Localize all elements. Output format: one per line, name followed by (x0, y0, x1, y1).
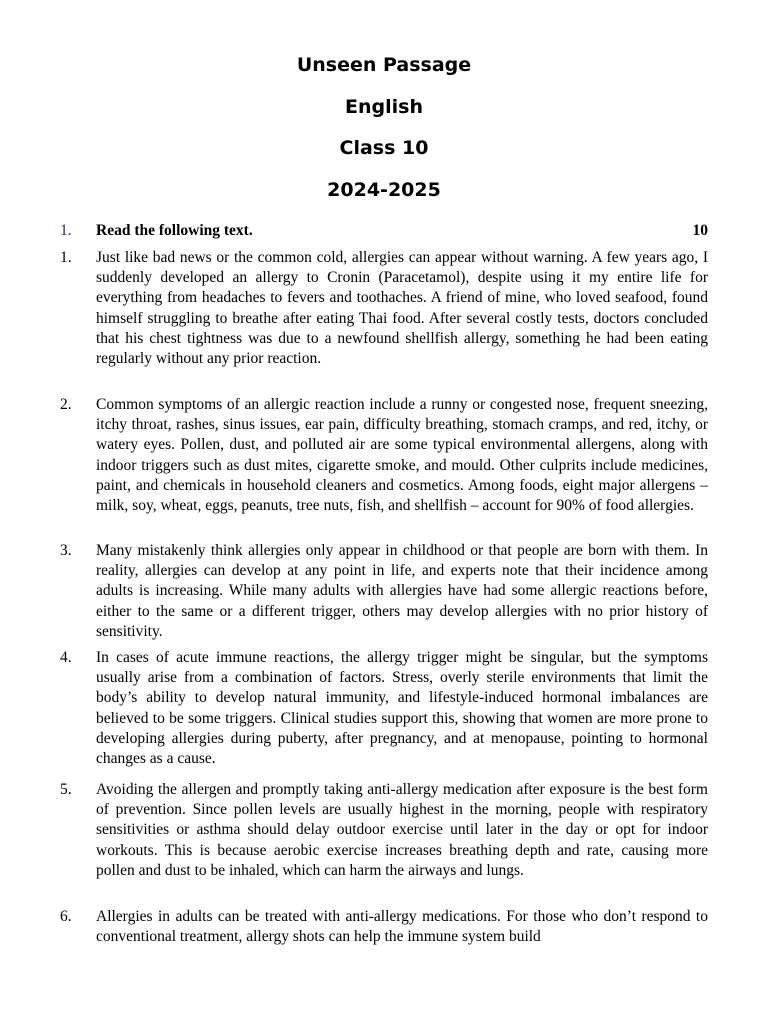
paragraph-number: 4. (60, 649, 72, 666)
paragraph-text: In cases of acute immune reactions, the allergy trigger might be singular, but the symptoms usually arise from a combination of factors. Stress, overly sterile environments that limit the body’s ability to develop natural immunity, and lifestyle-induced hormonal imbalances are believed to be some triggers. Clinical studies support this, showing that women are more prone to developing allergies during puberty, after pregnancy, and at menopause, pointing to hormonal changes as a cause. (96, 649, 708, 768)
session-heading: 2024-2025 (327, 178, 441, 201)
paragraph-text: Just like bad news or the common cold, allergies can appear without warning. A few years ago, I suddenly developed an allergy to Cronin (Paracetamol), despite using it my entire life for everything from headaches to fevers and toothaches. A friend of mine, who loved seafood, found himself struggling to breathe after eating Thai food. After several costly tests, doctors concluded that his chest tightness was due to a newfound shellfish allergy, something he had been eating regularly without any prior reaction. (96, 249, 708, 368)
paragraph-number: 5. (60, 781, 72, 798)
question-line (60, 221, 708, 241)
document-title: Unseen Passage (296, 54, 472, 76)
question-marks: 10 (692, 222, 708, 239)
question-instruction: Read the following text. (96, 222, 253, 239)
paragraph-number: 1. (60, 249, 72, 266)
paragraph-text: Avoiding the allergen and promptly taking anti-allergy medication after exposure is the best form of prevention. Since pollen levels are usually highest in the morning, people with respiratory sensitivities or asthma should delay outdoor exercise until later in the day or opt for indoor workouts. This is because aerobic exercise increases breathing depth and rate, causing more pollen and dust to be inhaled, which can harm the airways and lungs. (96, 781, 708, 879)
paragraph-text: Many mistakenly think allergies only appear in childhood or that people are born with them. In reality, allergies can develop at any point in life, and experts note that their incidence among adults is increasing. While many adults with allergies have had some allergic reactions before, either to the same or a different trigger, others may develop allergies with no prior history of sensitivity. (96, 542, 708, 640)
question-number: 1. (60, 222, 72, 239)
paragraph-number: 6. (60, 908, 72, 925)
title-block (0, 47, 768, 213)
subject-heading: English (345, 95, 423, 118)
class-heading: Class 10 (339, 137, 429, 159)
paragraph-number: 2. (60, 396, 72, 413)
paragraph-number: 3. (60, 542, 72, 559)
paragraph-text: Common symptoms of an allergic reaction include a runny or congested nose, frequent sneezing, itchy throat, rashes, sinus issues, ear pain, difficulty breathing, stomach cramps, and red, itchy, or watery eyes. Pollen, dust, and polluted air are some typical environmental allergens, along with indoor triggers such as dust mites, cigarette smoke, and mould. Other culprits include medicines, paint, and chemicals in household cleaners and cosmetics. Among foods, eight major allergens – milk, soy, wheat, eggs, peanuts, tree nuts, fish, and shellfish – account for 90% of food allergies. (96, 396, 708, 515)
paragraph-text: Allergies in adults can be treated with anti-allergy medications. For those who don’t respond to conventional treatment, allergy shots can help the immune system build (96, 908, 708, 946)
